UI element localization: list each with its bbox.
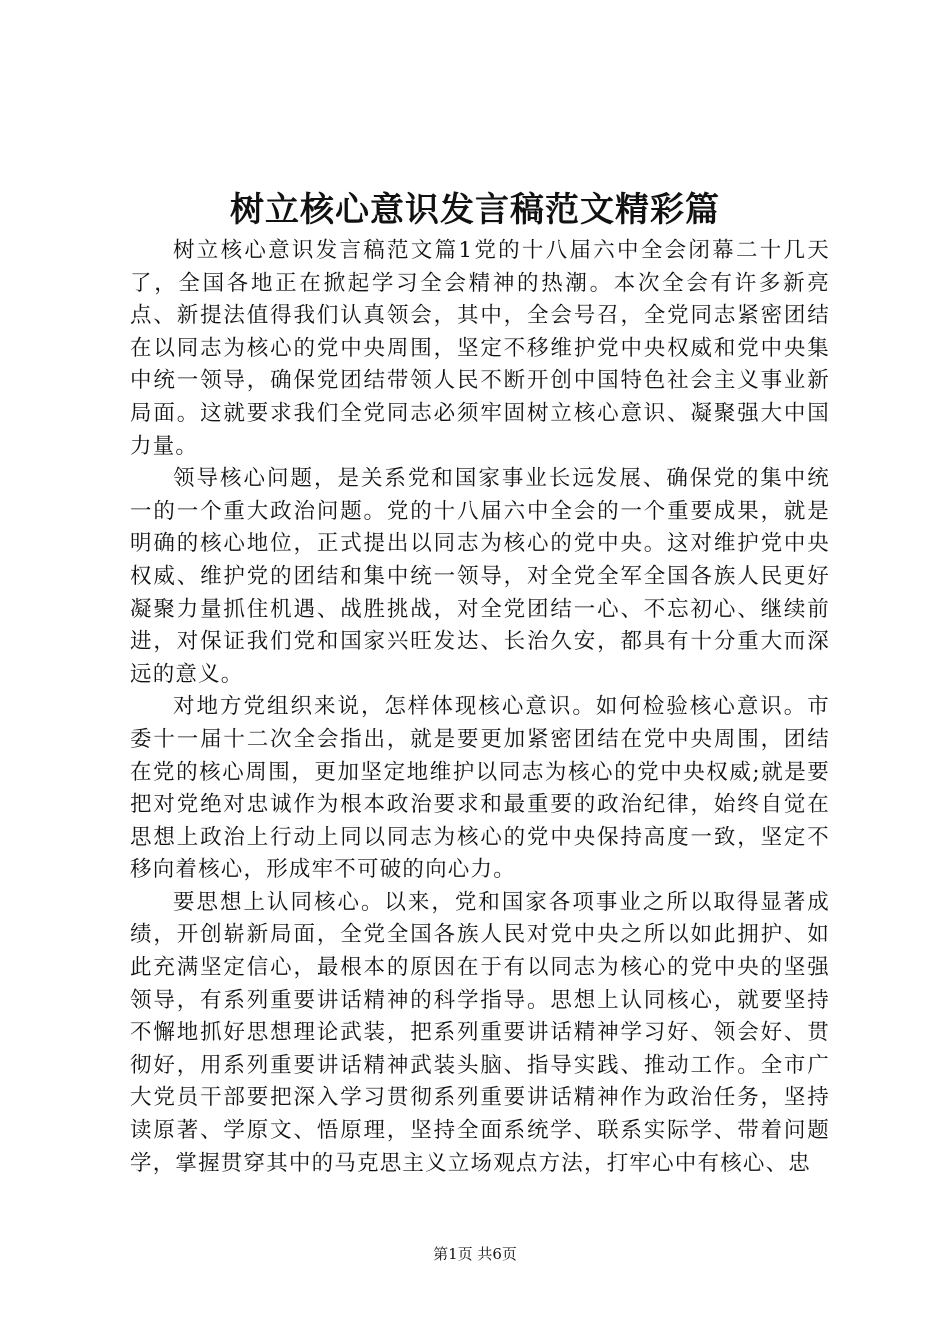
document-title: 树立核心意识发言稿范文精彩篇 — [230, 190, 720, 230]
paragraph: 对地方党组织来说，怎样体现核心意识。如何检验核心意识。市委十一届十二次全会指出，就是要更加紧密团结在党中央周围，团结在党的核心周围，更加坚定地维护以同志为核心的党中央权威;就是要把对党绝对忠诚作为根本政治要求和最重要的政治纪律，始终自觉在思想上政治上行动上同以同志为核心的党中央保持高度一致，坚定不移向着核心，形成牢不可破的向心力。 — [130, 694, 830, 883]
paragraph: 树立核心意识发言稿范文篇1党的十八届六中全会闭幕二十几天了，全国各地正在掀起学习全会精神的热潮。本次全会有许多新亮点、新提法值得我们认真领会，其中，全会号召，全党同志紧密团结在以同志为核心的党中央周围，坚定不移维护党中央权威和党中央集中统一领导，确保党团结带领人民不断开创中国特色社会主义事业新局面。这就要求我们全党同志必须牢固树立核心意识、凝聚强大中国力量。 — [130, 238, 830, 459]
paragraph: 要思想上认同核心。以来，党和国家各项事业之所以取得显著成绩，开创崭新局面，全党全国各族人民对党中央之所以如此拥护、如此充满坚定信心，最根本的原因在于有以同志为核心的党中央的坚强领导，有系列重要讲话精神的科学指导。思想上认同核心，就要坚持不懈地抓好思想理论武装，把系列重要讲话精神学习好、领会好、贯彻好，用系列重要讲话精神武装头脑、指导实践、推动工作。全市广大党员干部要把深入学习贯彻系列重要讲话精神作为政治任务，坚持读原著、学原文、悟原理，坚持全面系统学、联系实际学、带着问题学，掌握贯穿其中的马克思主义立场观点方法，打牢心中有核心、忠 — [130, 889, 830, 1176]
paragraph: 领导核心问题，是关系党和国家事业长远发展、确保党的集中统一的一个重大政治问题。党的十八届六中全会的一个重要成果，就是明确的核心地位，正式提出以同志为核心的党中央。这对维护党中央权威、维护党的团结和集中统一领导，对全党全军全国各族人民更好凝聚力量抓住机遇、战胜挑战，对全党团结一心、不忘初心、继续前进，对保证我们党和国家兴旺发达、长治久安，都具有十分重大而深远的意义。 — [130, 466, 830, 687]
document-body — [130, 235, 830, 1180]
page-number-footer: 第1页 共6页 — [433, 1245, 517, 1263]
